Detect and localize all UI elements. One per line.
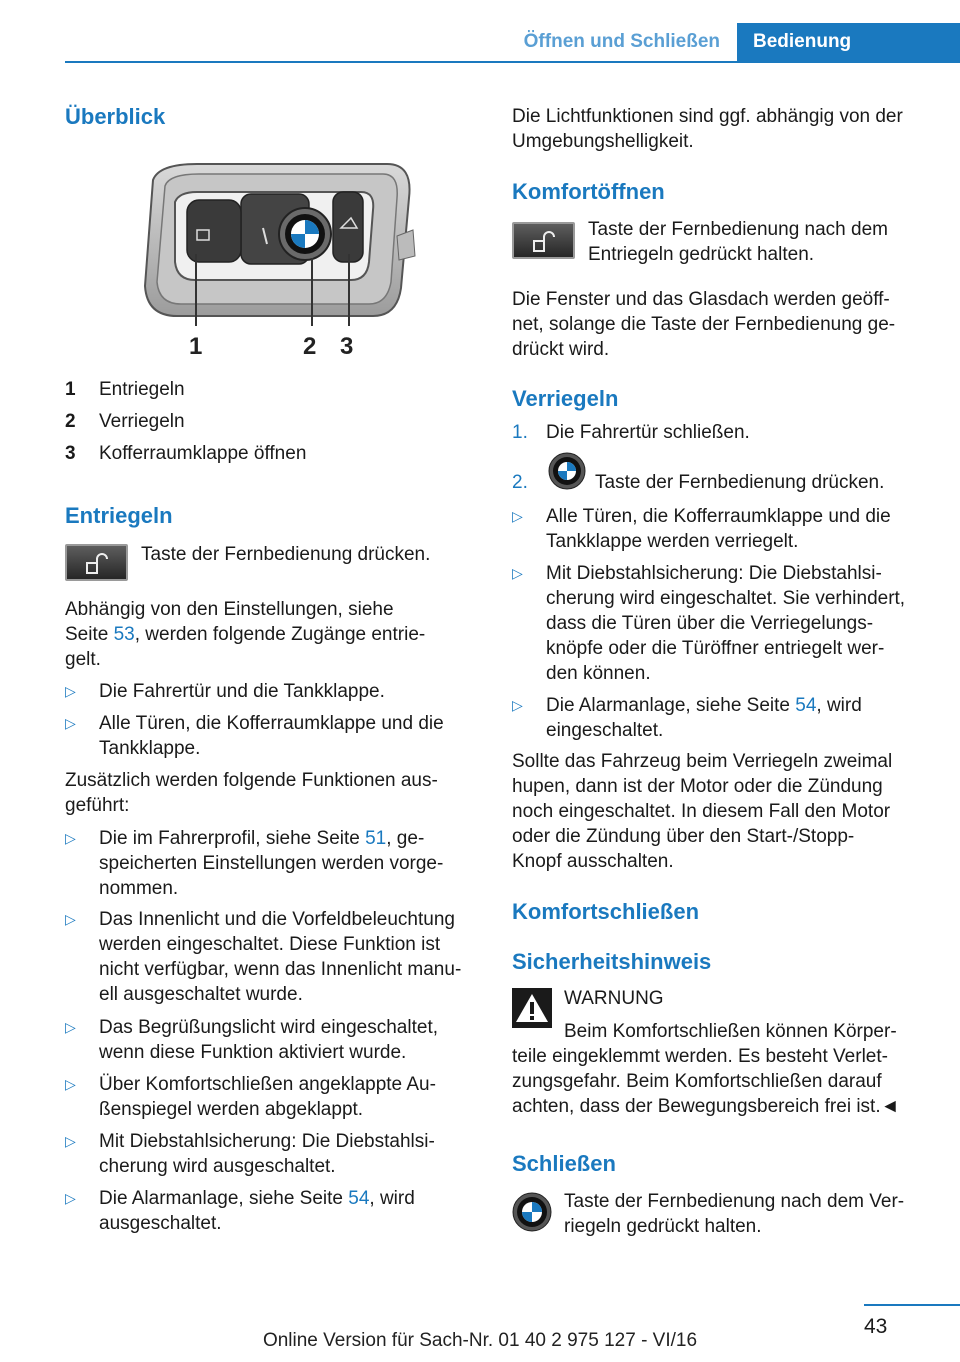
triangle-bullet-icon: ▷ <box>65 715 76 731</box>
unlock-button <box>187 200 241 262</box>
honk-line-3: noch eingeschaltet. In diesem Fall den Motor <box>512 801 891 822</box>
additional-line-1: Zusätzlich werden folgende Funktionen aus- <box>65 770 438 791</box>
unlock-text: Taste der Fernbedienung drücken. <box>141 544 431 565</box>
unlock-title: Entriegeln <box>65 503 173 528</box>
bmw-logo-icon <box>548 452 586 490</box>
bmw-logo-icon <box>512 1192 552 1232</box>
safety-title: Sicherheitshinweis <box>512 949 712 974</box>
warning-label: WARNUNG <box>564 988 664 1009</box>
warning-line-4: achten, dass der Bewegungsbereich frei ist.◄ <box>512 1096 900 1117</box>
key-label-1: 1 <box>189 333 203 360</box>
unlock-key-icon <box>65 544 128 581</box>
triangle-bullet-icon: ▷ <box>65 1133 76 1149</box>
windows-line-3: drückt wird. <box>512 339 610 360</box>
footer-online-version: Online Version für Sach-Nr. 01 40 2 975 127 - VI/16 <box>262 1330 698 1351</box>
triangle-bullet-icon: ▷ <box>65 911 76 927</box>
overview-title: Überblick <box>65 104 166 129</box>
comfort-open-line-1: Taste der Fernbedienung nach dem <box>588 219 888 240</box>
depends-line-1: Abhängig von den Einstellungen, siehe <box>65 599 394 620</box>
page-header <box>0 0 960 62</box>
comfort-close-title: Komfortschließen <box>512 899 700 924</box>
header-rule <box>65 61 960 63</box>
warning-line-1: Beim Komfortschließen können Körper- <box>564 1021 897 1042</box>
header-tab: Bedienung <box>737 23 960 62</box>
windows-line-1: Die Fenster und das Glasdach werden geöff- <box>512 289 890 310</box>
warning-triangle-icon <box>512 988 552 1028</box>
triangle-bullet-icon: ▷ <box>512 697 523 713</box>
windows-line-2: net, solange die Taste der Fernbedienung ge- <box>512 314 896 335</box>
lock-title: Verriegeln <box>512 386 619 411</box>
page-link-54[interactable]: 54 <box>348 1188 370 1209</box>
page-link-53[interactable]: 53 <box>113 624 135 645</box>
honk-line-2: hupen, dann ist der Motor oder die Zündung <box>512 776 883 797</box>
page-link-54-right[interactable]: 54 <box>795 695 817 716</box>
warning-line-2: teile eingeklemmt werden. Es besteht Verlet- <box>512 1046 888 1067</box>
triangle-bullet-icon: ▷ <box>512 565 523 581</box>
comfort-open-line-2: Entriegeln gedrückt halten. <box>588 244 815 265</box>
triangle-bullet-icon: ▷ <box>65 830 76 846</box>
close-line-1: Taste der Fernbedienung nach dem Ver- <box>564 1191 905 1212</box>
page-link-51[interactable]: 51 <box>365 828 387 849</box>
key-label-3: 3 <box>340 333 354 360</box>
depends-line-2: Seite 53, werden folgende Zugänge entrie- <box>65 624 426 645</box>
comfort-unlock-key-icon <box>512 222 575 259</box>
footer-rule <box>864 1304 960 1306</box>
key-fob-illustration <box>137 158 417 360</box>
light-line-1: Die Lichtfunktionen sind ggf. abhängig von der <box>512 106 903 127</box>
page-number: 43 <box>864 1315 888 1338</box>
triangle-bullet-icon: ▷ <box>65 1190 76 1206</box>
triangle-bullet-icon: ▷ <box>512 508 523 524</box>
additional-line-2: geführt: <box>65 795 130 816</box>
close-line-2: riegeln gedrückt halten. <box>564 1216 762 1237</box>
header-section-title: Öffnen und Schließen <box>523 31 720 52</box>
key-label-2: 2 <box>303 333 317 360</box>
triangle-bullet-icon: ▷ <box>65 683 76 699</box>
warning-line-3: zungsgefahr. Beim Komfortschließen darauf <box>512 1071 882 1092</box>
honk-line-4: oder die Zündung über den Start-/Stopp- <box>512 826 855 847</box>
close-title: Schließen <box>512 1151 616 1176</box>
triangle-bullet-icon: ▷ <box>65 1019 76 1035</box>
triangle-bullet-icon: ▷ <box>65 1076 76 1092</box>
depends-line-3: gelt. <box>65 649 101 670</box>
light-line-2: Umgebungshelligkeit. <box>512 131 694 152</box>
trunk-button <box>333 192 363 262</box>
comfort-open-title: Komfortöffnen <box>512 179 665 204</box>
honk-line-5: Knopf ausschalten. <box>512 851 674 872</box>
honk-line-1: Sollte das Fahrzeug beim Verriegeln zweimal <box>512 751 893 772</box>
